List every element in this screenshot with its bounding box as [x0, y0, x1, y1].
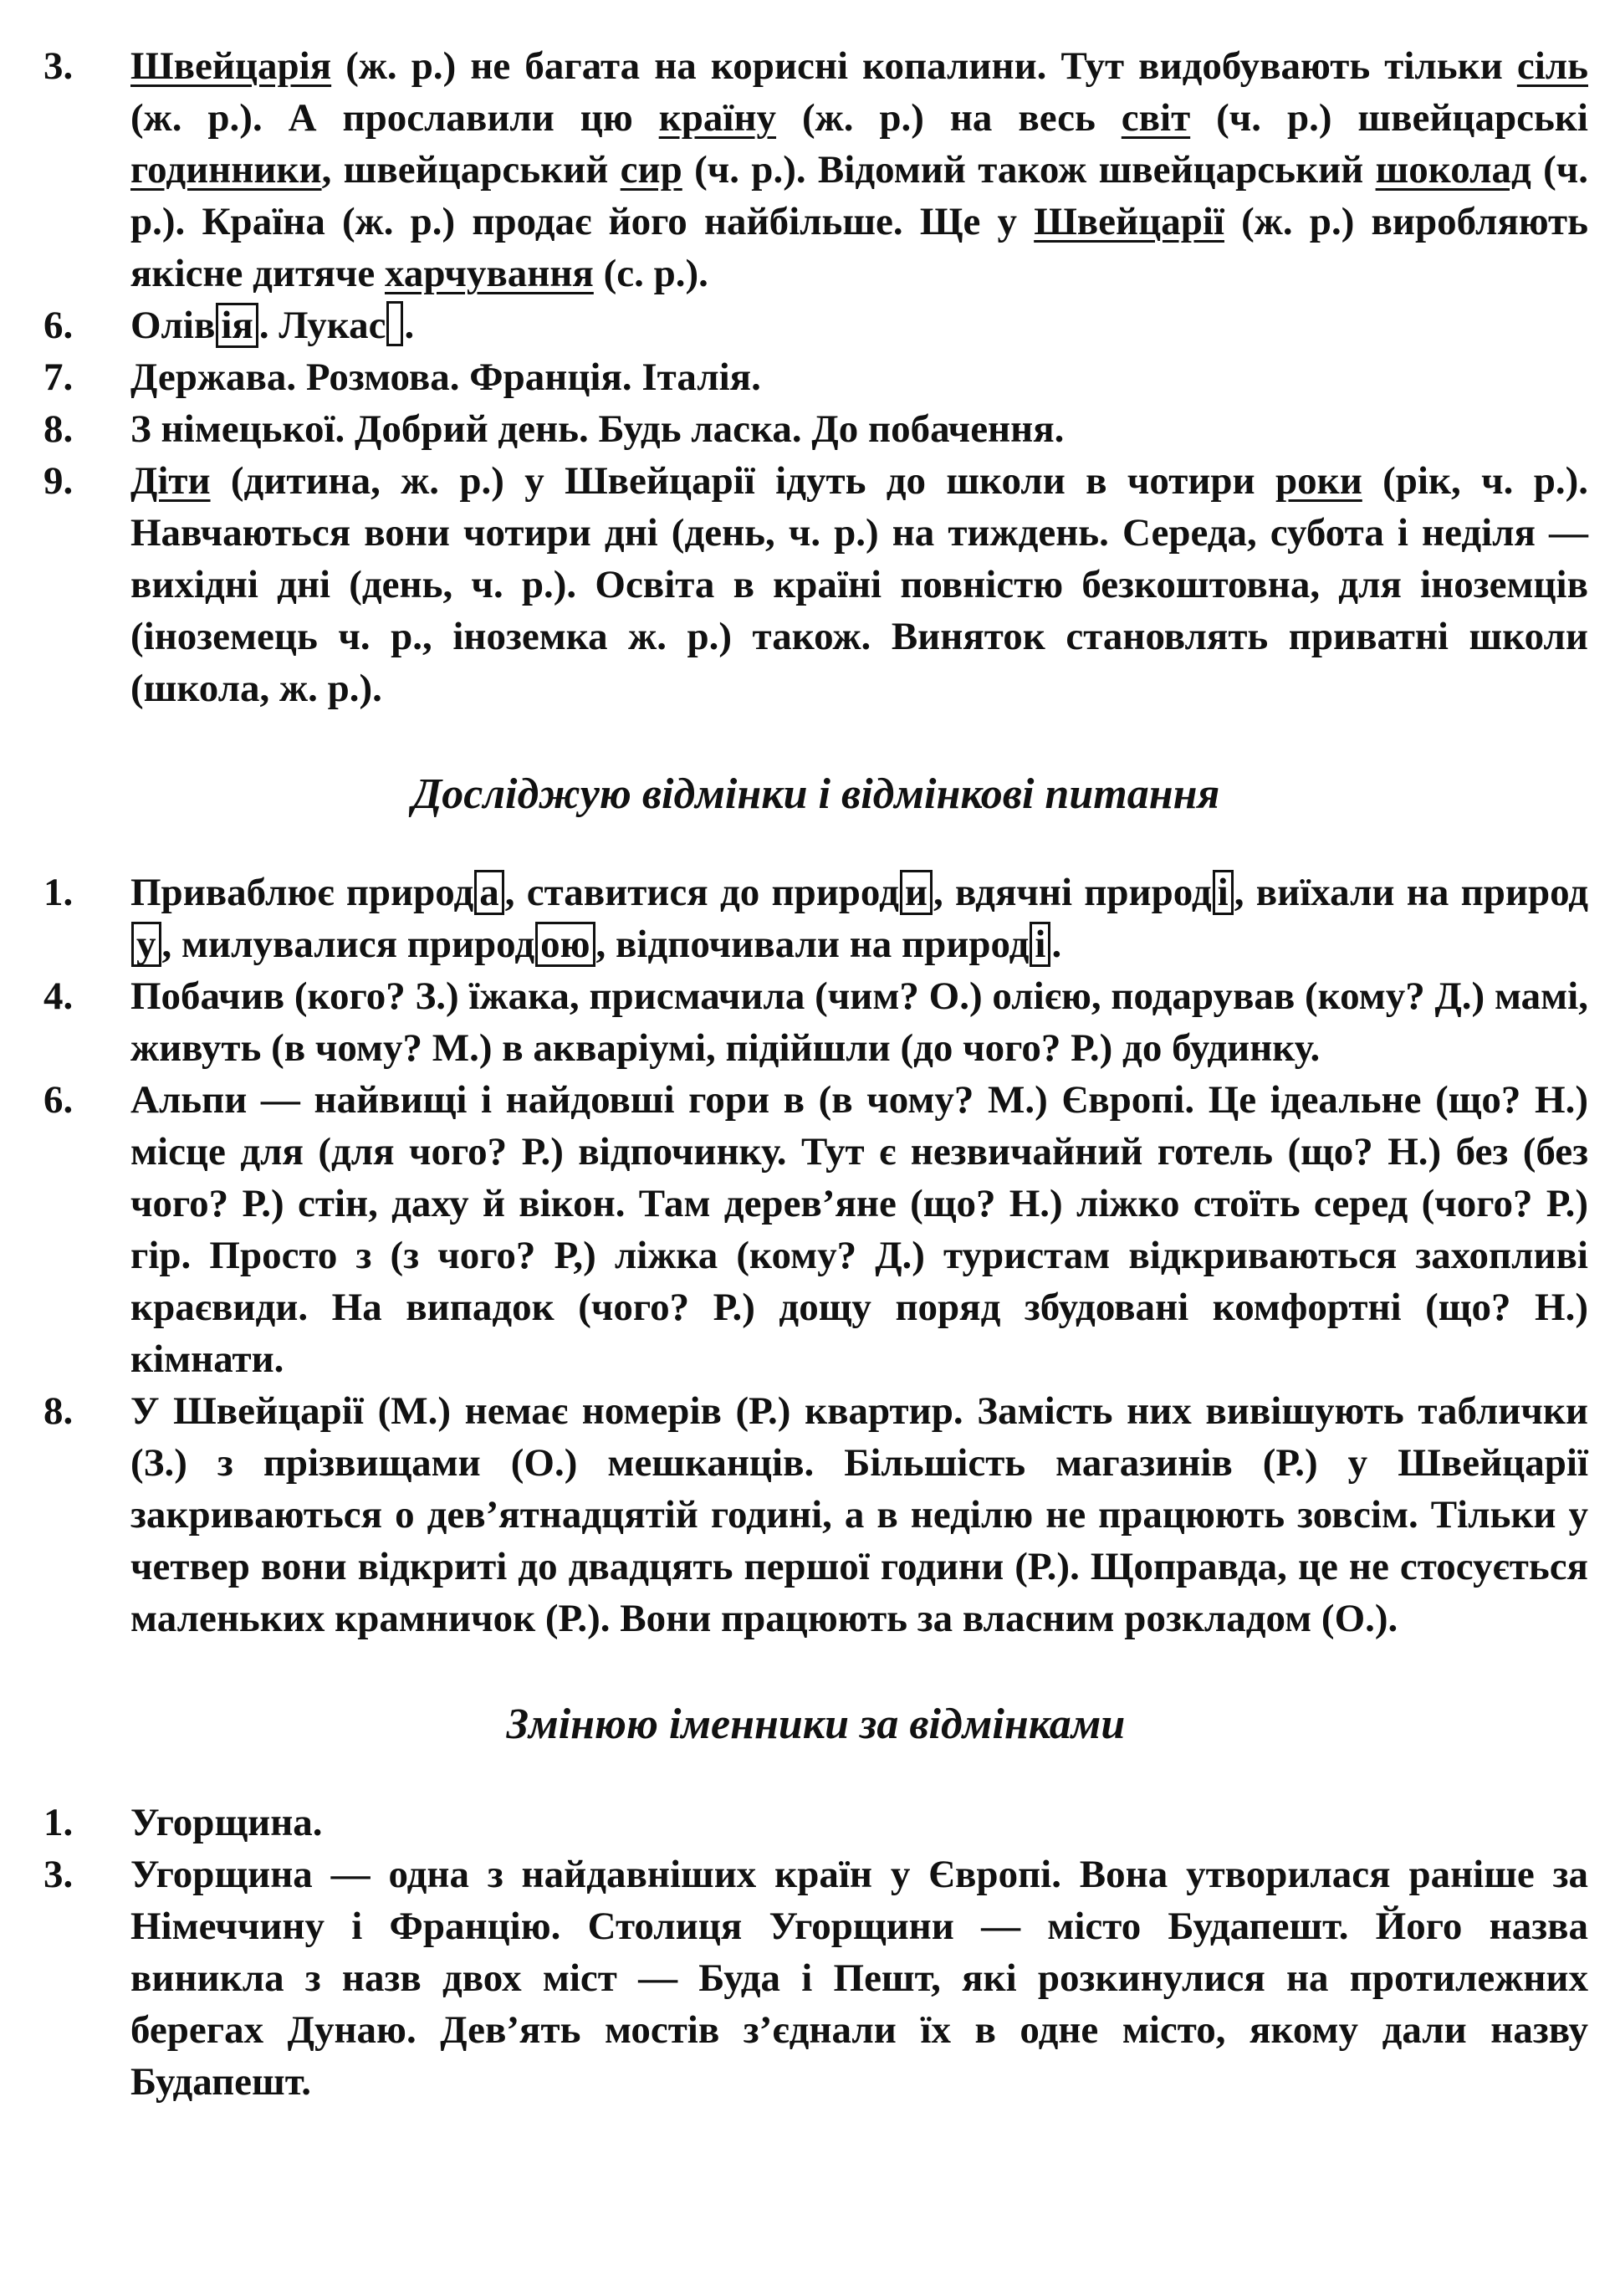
- underlined-word: годинники: [130, 148, 322, 192]
- underlined-word: шоколад: [1375, 148, 1531, 192]
- section-answers-intro: [43, 40, 1588, 714]
- section-heading: Досліджую відмінки і відмінкові питання: [411, 770, 1220, 818]
- item-text: З німецької. Добрий день. Будь ласка. До побачення.: [130, 407, 1065, 451]
- item-number: 7.: [43, 355, 74, 399]
- underlined-word: сіль: [1516, 44, 1588, 88]
- item-text: Швейцарія (ж. р.) не багата на корисні копалини. Тут видобувають тільки сіль (ж. р.). А прославили цю країну (ж. р.) на весь світ (ч. р.) швейцарські годинники, швейцарський сир (ч. р.). Відомий також швейцарський шоколад (ч. р.). Країна (ж. р.) продає його найбільше. Ще у Швейцарії (ж. р.) виробляють якісне дитяче харчування (с. р.).: [130, 44, 1588, 295]
- exercise-item-3: [43, 40, 1588, 299]
- item-text: Угорщина — одна з найдавніших країн у Європі. Вона утворилася раніше за Німеччину і Францію. Столиця Угорщини — місто Будапешт. Його назва виникла з назв двох міст — Буда і Пешт, які розкинулися на протилежних берегах Дунаю. Дев’ять мостів з’єднали їх в одне місто, якому дали назву Будапешт.: [130, 1853, 1588, 2104]
- ending-box: у: [131, 922, 161, 967]
- underlined-word: харчування: [385, 252, 594, 295]
- underlined-word: країну: [658, 96, 777, 140]
- item-number: 1.: [43, 1801, 74, 1844]
- item-text: Держава. Розмова. Франція. Італія.: [130, 355, 761, 399]
- exercise-item-6: [43, 1074, 1588, 1385]
- exercise-item-6: [43, 299, 1588, 351]
- empty-ending-box: [386, 301, 403, 346]
- item-number: 8.: [43, 407, 74, 451]
- underlined-word: Діти: [130, 459, 211, 503]
- item-number: 3.: [43, 44, 74, 88]
- item-number: 4.: [43, 974, 74, 1018]
- underlined-word: Швейцарія: [130, 44, 332, 88]
- exercise-item-4: [43, 970, 1588, 1074]
- section-cases: [43, 768, 1588, 1644]
- exercise-item-1: [43, 1797, 1588, 1849]
- item-number: 9.: [43, 459, 74, 503]
- item-text: Побачив (кого? З.) їжака, присмачила (чим? О.) олією, подарував (кому? Д.) мамі, живуть (в чому? М.) в акваріумі, підійшли (до чого? Р.) до будинку.: [130, 974, 1588, 1070]
- exercise-item-7: [43, 351, 1588, 403]
- exercise-item-9: [43, 455, 1588, 714]
- item-number: 3.: [43, 1853, 74, 1896]
- exercise-item-1: [43, 867, 1588, 970]
- exercise-item-8: [43, 1385, 1588, 1644]
- exercise-item-3: [43, 1849, 1588, 2108]
- section-declension: [43, 1698, 1588, 2108]
- item-text: Угорщина.: [130, 1801, 323, 1844]
- item-number: 6.: [43, 1078, 74, 1122]
- ending-box: а: [474, 870, 504, 915]
- item-number: 1.: [43, 871, 74, 914]
- underlined-word: світ: [1121, 96, 1191, 140]
- ending-box: і: [1213, 870, 1234, 915]
- item-text: Приваблює природ а , ставитися до природ и , вдячні природ і , виїхали на природу , милувалися природ ою , відпочивали на природ і .: [130, 871, 1588, 966]
- underlined-word: Швейцарії: [1034, 200, 1224, 243]
- ending-box: и: [900, 870, 933, 915]
- ending-box: і: [1030, 922, 1050, 967]
- item-text: У Швейцарії (М.) немає номерів (Р.) квартир. Замість них вивішують таблички (З.) з прізвищами (О.) мешканців. Більшість магазинів (Р.) у Швейцарії закриваються о дев’ятнадцятій годині, а в неділю не працюють зовсім. Тільки у четвер вони відкриті до двадцять першої години (Р.). Щоправда, це не стосується маленьких крамничок (Р.). Вони працюють за власним розкладом (О.).: [130, 1389, 1588, 1640]
- item-text: Діти (дитина, ж. р.) у Швейцарії ідуть до школи в чотири роки (рік, ч. р.). Навчаються вони чотири дні (день, ч. р.) на тиждень. Середа, субота і неділя — вихідні дні (день, ч. р.). Освіта в країні повністю безкоштовна, для іноземців (іноземець ч. р., іноземка ж. р.) також. Виняток становлять приватні школи (школа, ж. р.).: [130, 459, 1588, 710]
- ending-box: ою: [535, 922, 595, 967]
- section-heading: Змінюю іменники за відмінками: [506, 1700, 1126, 1748]
- item-number: 6.: [43, 304, 74, 347]
- underlined-word: роки: [1275, 459, 1362, 503]
- item-text: Олів ія . Лукас .: [130, 299, 1588, 351]
- item-number: 8.: [43, 1389, 74, 1433]
- ending-box: ія: [216, 303, 258, 348]
- item-text: Альпи — найвищі і найдовші гори в (в чому? М.) Європі. Це ідеальне (що? Н.) місце для (для чого? Р.) відпочинку. Тут є незвичайний готель (що? Н.) без (без чого? Р.) стін, даху й вікон. Там дерев’яне (що? Н.) ліжко стоїть серед (чого? Р.) гір. Просто з (з чого? Р,) ліжка (кому? Д.) туристам відкриваються захопливі краєвиди. На випадок (чого? Р.) дощу поряд збудовані комфортні (що? Н.) кімнати.: [130, 1078, 1588, 1381]
- underlined-word: сир: [620, 148, 682, 192]
- exercise-item-8: [43, 403, 1588, 455]
